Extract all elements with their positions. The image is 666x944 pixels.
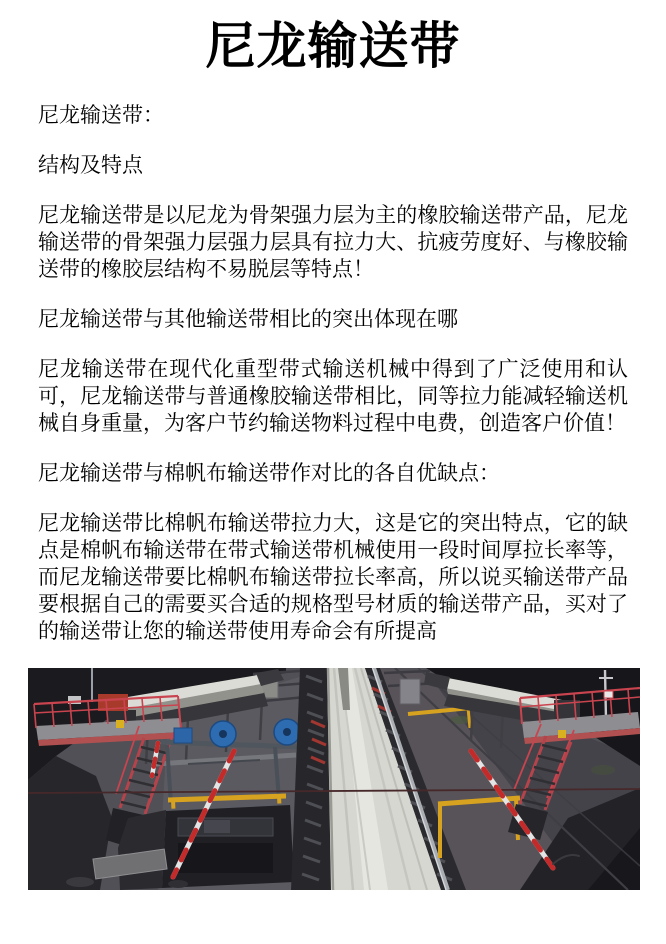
paragraph: 尼龙输送带： xyxy=(38,104,164,127)
paragraph: 尼龙输送带是以尼龙为骨架强力层为主的橡胶输送带产品，尼龙输送带的骨架强力层强力层具有拉力大、抗疲劳度好、与橡胶输送带的橡胶层结构不易脱层等特点！ xyxy=(38,204,628,281)
paragraph: 尼龙输送带比棉帆布输送带拉力大，这是它的突出特点，它的缺点是棉帆布输送带在带式输送带机械使用一段时间厚拉长率等，而尼龙输送带要比棉帆布输送带拉长率高，所以说买输送带产品要根据自己的需要买合适的规格型号材质的输送带产品，买对了的输送带让您的输送带使用寿命会有所提高 xyxy=(38,512,628,643)
page-title: 尼龙输送带 xyxy=(205,18,461,74)
page xyxy=(0,14,666,944)
article-body xyxy=(0,102,666,645)
conveyor-photo-illustration xyxy=(28,668,640,890)
warning-sign xyxy=(116,720,124,728)
warning-sign xyxy=(558,730,566,738)
conveyor-photo xyxy=(28,668,640,890)
paragraph: 尼龙输送带与棉帆布输送带作对比的各自优缺点： xyxy=(38,462,500,485)
info-sign xyxy=(604,691,613,698)
paragraph: 尼龙输送带在现代化重型带式输送机械中得到了广泛使用和认可，尼龙输送带与普通橡胶输送带相比，同等拉力能减轻输送机械自身重量，为客户节约输送物料过程中电费，创造客户价值！ xyxy=(38,358,628,435)
paragraph: 结构及特点 xyxy=(38,154,143,177)
paragraph: 尼龙输送带与其他输送带相比的突出体现在哪 xyxy=(38,308,458,331)
